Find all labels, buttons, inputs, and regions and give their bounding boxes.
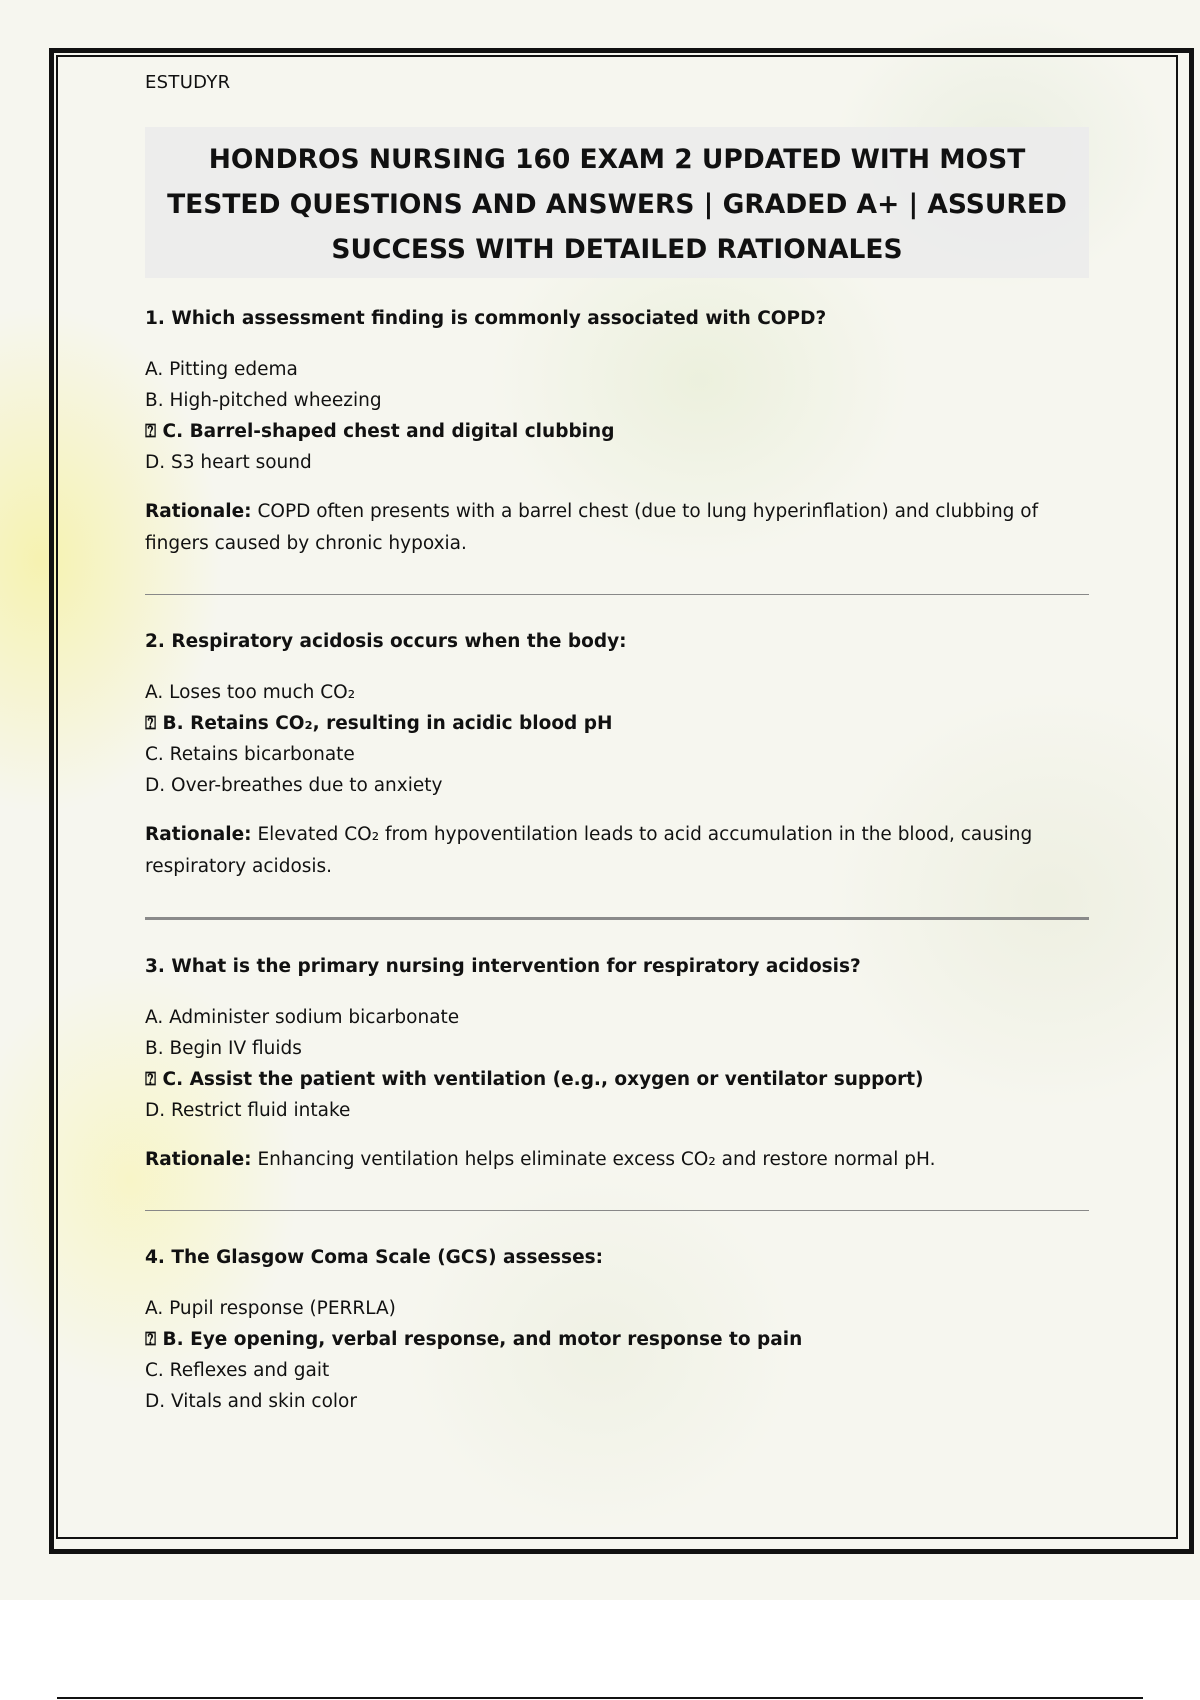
rationale-label: Rationale:: [145, 501, 252, 522]
question-block-4: [145, 1245, 1089, 1417]
option-a: A. Pitting edema: [145, 359, 298, 380]
rationale: [145, 819, 1089, 883]
question-text: 1. Which assessment finding is commonly associated with COPD?: [145, 308, 827, 329]
question-text: 2. Respiratory acidosis occurs when the body:: [145, 631, 627, 652]
bottom-rule: [57, 1697, 1143, 1699]
option-c: C. Retains bicarbonate: [145, 744, 355, 765]
rationale-text: Elevated CO₂ from hypoventilation leads to acid accumulation in the blood, causing respiratory acidosis.: [145, 824, 1033, 877]
brand-label: ESTUDYR: [145, 72, 231, 93]
question-block-3: [145, 954, 1089, 1176]
option-c-correct: ⍰ C. Barrel-shaped chest and digital clubbing: [145, 421, 615, 442]
option-d: D. Vitals and skin color: [145, 1391, 357, 1412]
question-divider: [145, 917, 1089, 920]
option-b: B. High-pitched wheezing: [145, 390, 382, 411]
question-block-2: [145, 629, 1089, 883]
question-divider: [145, 594, 1089, 595]
option-a: A. Loses too much CO₂: [145, 682, 356, 703]
option-b-correct: ⍰ B. Eye opening, verbal response, and motor response to pain: [145, 1329, 803, 1350]
rationale-text: Enhancing ventilation helps eliminate excess CO₂ and restore normal pH.: [257, 1149, 936, 1170]
rationale-label: Rationale:: [145, 824, 252, 845]
rationale: [145, 1144, 1089, 1176]
rationale-text: COPD often presents with a barrel chest (due to lung hyperinflation) and clubbing of fingers caused by chronic hypoxia.: [145, 501, 1039, 554]
page-bottom-area: [0, 1600, 1200, 1700]
option-d: D. S3 heart sound: [145, 452, 312, 473]
option-b: B. Begin IV fluids: [145, 1038, 302, 1059]
option-a: A. Administer sodium bicarbonate: [145, 1007, 460, 1028]
option-c: C. Reflexes and gait: [145, 1360, 330, 1381]
document-title: HONDROS NURSING 160 EXAM 2 UPDATED WITH MOST TESTED QUESTIONS AND ANSWERS | GRADED A+ | ASSURED SUCCESS WITH DETAILED RATIONALES: [145, 127, 1089, 278]
question-divider: [145, 1210, 1089, 1211]
option-a: A. Pupil response (PERRLA): [145, 1298, 396, 1319]
option-d: D. Over-breathes due to anxiety: [145, 775, 443, 796]
rationale: [145, 496, 1089, 560]
question-text: 3. What is the primary nursing intervention for respiratory acidosis?: [145, 956, 861, 977]
option-c-correct: ⍰ C. Assist the patient with ventilation (e.g., oxygen or ventilator support): [145, 1069, 924, 1090]
option-b-correct: ⍰ B. Retains CO₂, resulting in acidic blood pH: [145, 713, 613, 734]
rationale-label: Rationale:: [145, 1149, 252, 1170]
document-content: [145, 72, 1089, 1417]
question-text: 4. The Glasgow Coma Scale (GCS) assesses:: [145, 1247, 604, 1268]
question-block-1: [145, 306, 1089, 560]
option-d: D. Restrict fluid intake: [145, 1100, 351, 1121]
